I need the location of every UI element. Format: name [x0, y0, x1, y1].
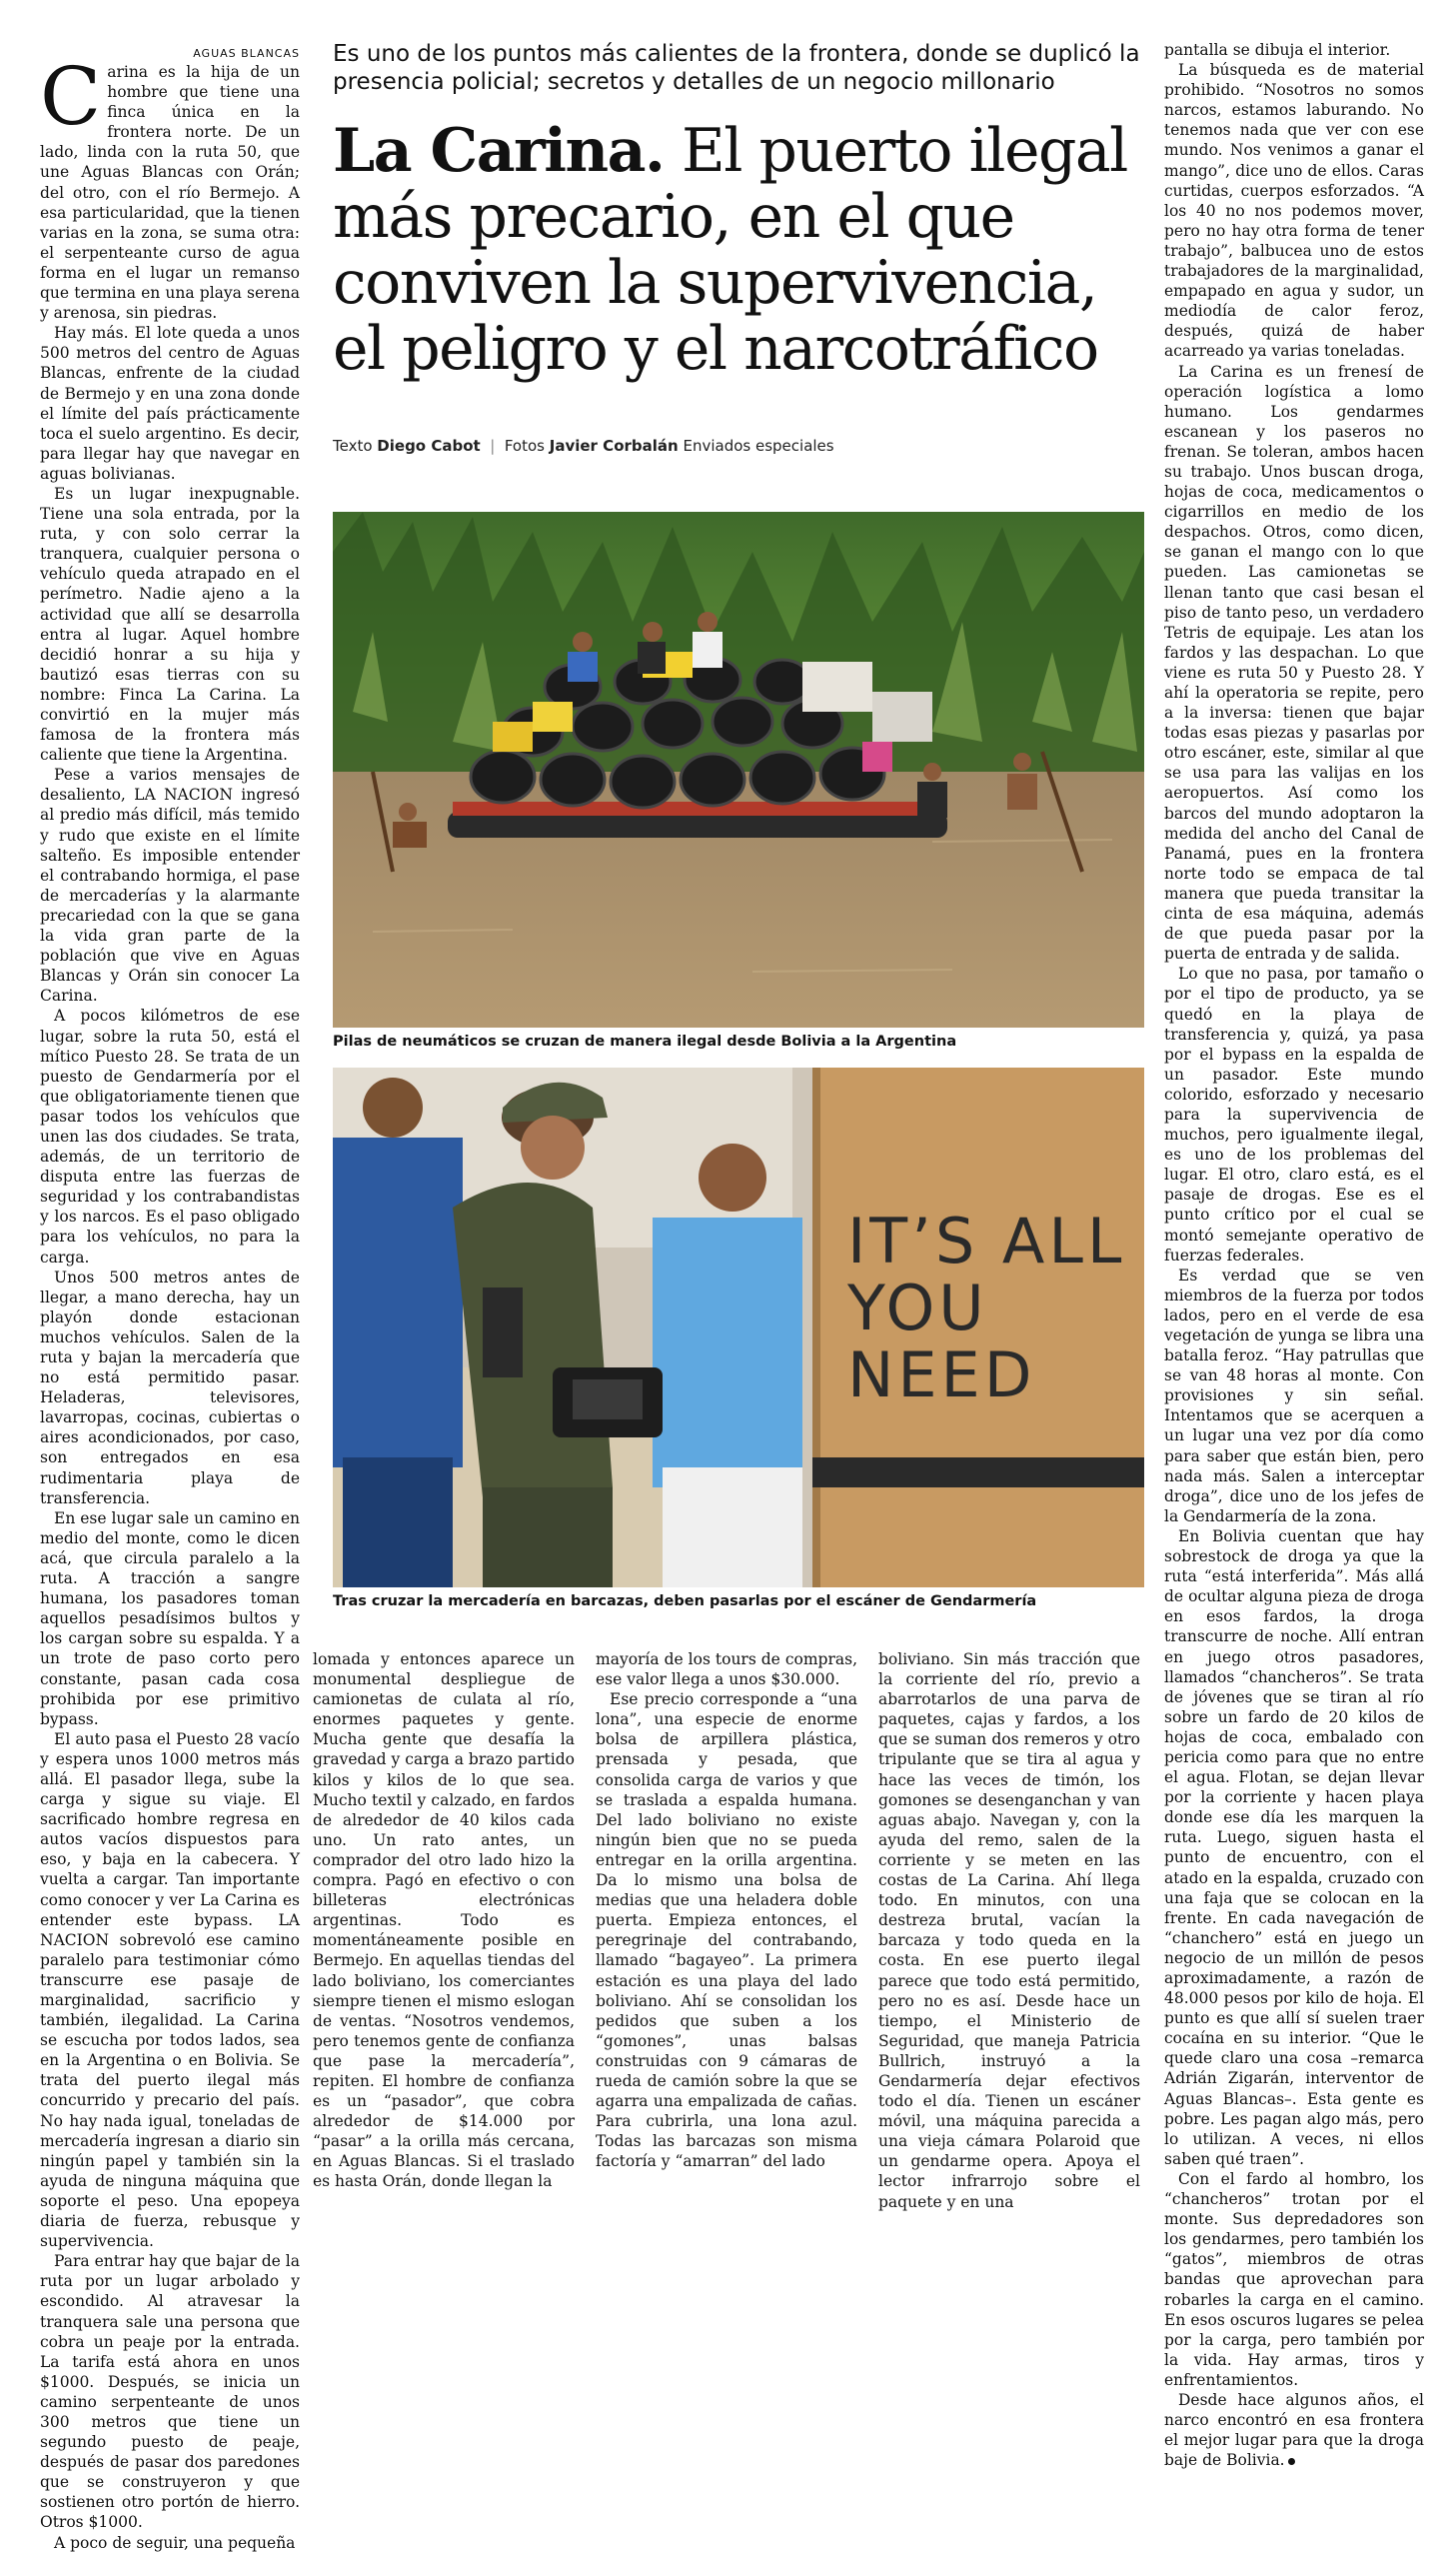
box-text-line-1: IT’S ALL	[847, 1205, 1126, 1277]
photo-gendarme-scanner	[333, 1068, 1144, 1587]
byline-photographer: Javier Corbalán	[549, 437, 679, 455]
paragraph: En Bolivia cuentan que hay sobrestock de droga ya que la ruta “está interferida”. Más allá de ocultar alguna pieza de droga en esos fardos, la droga transcurre de noche. Allí entran en juego otros pasadores, llamados “chancheros”. Se trata de jóvenes que se tiran al río sobre un fardo de 20 kilos de hojas de coca, embalado con pericia como para que no entre el agua. Flotan, se dejan llevar por la corriente y hacen playa donde ese día les marquen la ruta. Luego, siguen hasta el punto de encuentro, con el atado en la espalda, cruzado con una faja que se colocan en la frente. En cada navegación de “chanchero” está en juego un negocio de un millón de pesos aproximadamente, a razón de 48.000 pesos por kilo de hoja. El punto es que allí sí suelen traer cocaína en su interior. “Que le quede claro una cosa –remarca Adrián Zigarán, interventor de Aguas Blancas–. Esta gente es pobre. Les pagan algo más, pero lo utilizan. A veces, ni ellos saben qué traen”.	[1164, 1526, 1424, 2168]
byline-photo-label: Fotos	[504, 437, 545, 455]
headline	[333, 118, 1144, 382]
paragraph: Ese precio corresponde a “una lona”, una especie de enorme bolsa de arpillera plástica, prensada y pesada, que consolida carga de varios y que se traslada a espalda humana. Del lado boliviano no existe ningún bien que no se pueda entregar en la orilla argentina. Da lo mismo una bolsa de medias que una heladera doble puerta. Empieza entonces, el peregrinaje del contrabando, llamado “bagayeo”. La primera estación es una playa del lado boliviano. Ahí se consolidan los pedidos que suben a los “gomones”, unas balsas construidas con 9 cámaras de rueda de camión sobre la que se agarra una empalizada de cañas. Para cubrirla, una lona azul. Todas las barcazas son misma factoría y “amarran” del lado	[596, 1690, 857, 2171]
photo-river-raft-illustration	[333, 512, 1144, 1028]
headline-lead: La Carina.	[333, 116, 665, 186]
subheadline: Es uno de los puntos más calientes de la frontera, donde se duplicó la presencia policial; secretos y detalles de un negocio millonario	[333, 41, 1140, 95]
box-text-line-3: NEED	[847, 1338, 1036, 1411]
paragraph: pantalla se dibuja el interior.	[1164, 41, 1391, 59]
section-kicker: AGUAS BLANCAS	[193, 47, 300, 60]
photo-caption: Pilas de neumáticos se cruzan de manera ilegal desde Bolivia a la Argentina	[333, 1034, 957, 1050]
paragraph: Es un lugar inexpugnable. Tiene una sola entrada, por la ruta, y con solo cerrar la tranquera, cualquier persona o vehículo queda atrapado en el perímetro. Nadie ajeno a la actividad que allí se desarrolla entra al lugar. Aquel hombre decidió honrar a su hija y bautizó esas tierras con su nombre: Finca La Carina. La convirtió en la mujer más famosa de la frontera más caliente que tiene la Argentina.	[40, 484, 300, 765]
paragraph: A poco de seguir, una pequeña	[54, 2533, 296, 2552]
article-column-2	[313, 1649, 575, 2192]
photo-gendarme-illustration	[333, 1068, 1144, 1587]
byline-role: Enviados especiales	[683, 437, 834, 455]
paragraph: mayoría de los tours de compras, ese valor llega a unos $30.000.	[596, 1650, 857, 1689]
article-column-3	[596, 1649, 857, 2171]
article-column-4	[878, 1649, 1140, 2212]
article-column-1	[40, 50, 301, 2553]
paragraph: En ese lugar sale un camino en medio del monte, como le dicen acá, que circula paralelo a la ruta. A tracción a sangre humana, los pasadores toman aquellos pesadísimos bultos y los cargan sobre su espalda. Y a un trote de paso corto pero constante, pasan cada cosa prohibida por ese primitivo bypass.	[40, 1508, 301, 1728]
byline	[333, 437, 1144, 455]
end-mark-icon	[1288, 2458, 1295, 2465]
box-text-line-2: YOU	[847, 1272, 988, 1344]
paragraph: arina es la hija de un hombre que tiene una finca única en la frontera norte. De un lado, linda con la ruta 50, que une Aguas Blancas con Orán; del otro, con el río Bermejo. A esa particularidad, que la tienen varias en la zona, se suma otra: el serpenteante curso de agua forma en el lugar un remanso que termina en una playa serena y arenosa, sin piedras.	[40, 63, 300, 323]
paragraph: La Carina es un frenesí de operación logística a lomo humano. Los gendarmes escanean y los paseros no frenan. Se toleran, ambos hacen su trabajo. Unos buscan droga, hojas de coca, medicamentos o cigarrillos en medio de los despachos. Otros, como dicen, se ganan el mango con lo que pueden. Las camionetas se llenan tanto que casi besan el piso de tanto peso, un verdadero Tetris de equipaje. Les atan los fardos y las despachan. Lo que viene es ruta 50 y Puesto 28. Y ahí la operatoria se repite, pero a la inversa: tienen que bajar todas esas piezas y pasarlas por otro escáner, este, similar al que se usa para las valijas en los aeropuertos. Así como los barcos del mundo adoptaron la medida del ancho del Canal de Panamá, pues en la frontera norte todo se empaca de tal manera que pueda transitar la cinta de esa máquina, además de que pueda pasar por la puerta de entrada y de salida.	[1164, 362, 1424, 964]
drop-cap: C	[40, 50, 102, 143]
headline-rest: El puerto ilegal más precario, en el que conviven la supervivencia, el peligro y el narcotráfico	[333, 116, 1127, 384]
paragraph: Hay más. El lote queda a unos 500 metros del centro de Aguas Blancas, enfrente de la ciudad de Bermejo y en una zona donde el límite del país prácticamente toca el suelo argentino. Es decir, para llegar hay que navegar en aguas bolivianas.	[40, 324, 300, 483]
paragraph: Es verdad que se ven miembros de la fuerza por todos lados, pero en el verde de esa vegetación de yunga se libra una batalla feroz. “Hay patrullas que se van 48 horas al monte. Con provisiones y sin señal. Intentamos que se acerquen a un lugar una vez por día como para saber que están bien, pero nada más. Salen a interceptar droga”, dice uno de los jefes de la Gendarmería de la zona.	[1164, 1266, 1424, 1525]
paragraph: Pese a varios mensajes de desaliento, LA NACION ingresó al predio más difícil, más temido y rudo que existe en el límite salteño. Es imposible entender el contrabando hormiga, el pase de mercaderías y la alarmante precariedad con la que se gana la vida gran parte de la población que vive en Aguas Blancas y Orán sin conocer La Carina.	[40, 766, 300, 1006]
byline-separator: |	[485, 437, 501, 455]
byline-text-label: Texto	[333, 437, 373, 455]
paragraph: lomada y entonces aparece un monumental despliegue de camionetas de culata al río, enormes paquetes y gente. Mucha gente que desafía la gravedad y carga a brazo partido kilos y kilos de lo que sea. Mucho textil y calzado, en fardos de alrededor de 40 kilos cada uno. Un rato antes, un comprador del otro lado hizo la compra. Pagó en efectivo o con billeteras electrónicas argentinas. Todo es momentáneamente posible en Bermejo. En aquellas tiendas del lado boliviano, los comerciantes siempre tienen el mismo eslogan de ventas. “Nosotros vendemos, pero tenemos gente de confianza que pase la mercadería”, repiten. El hombre de confianza es un “pasador”, que cobra alrededor de $14.000 por “pasar” a la orilla más cercana, en Aguas Blancas. Si el traslado es hasta Orán, donde llegan la	[313, 1650, 575, 2191]
paragraph: boliviano. Sin más tracción que la corriente del río, previo a abarrotarlos de una parva de paquetes, cajas y fardos, a los que se suman dos remeros y otro tripulante que se tira al agua y hace las veces de timón, los gomones se desenganchan y van aguas abajo. Navegan y, con la ayuda del remo, salen de la corriente y se meten en las costas de La Carina. Ahí llega todo. En minutos, con una destreza brutal, vacían la barcaza y todo queda en la costa. En ese puerto ilegal parece que todo está permitido, pero no es así. Desde hace un tiempo, el Ministerio de Seguridad, que maneja Patricia Bullrich, instruyó a la Gendarmería dejar efectivos todo el día. Tienen un escáner móvil, una máquina parecida a una vieja cámara Polaroid que un gendarme opera. Apoya el lector infrarrojo sobre el paquete y en una	[878, 1650, 1140, 2211]
paragraph: Unos 500 metros antes de llegar, a mano derecha, hay un playón donde estacionan muchos vehículos. Salen de la ruta y bajan la mercadería que no está permitido pasar. Heladeras, televisores, lavarropas, cocinas, cubiertas o aires acondicionados, por caso, son entregados en esa rudimentaria playa de transferencia.	[40, 1268, 300, 1507]
paragraph: Desde hace algunos años, el narco encontró en esa frontera el mejor lugar para que la droga baje de Bolivia.	[1164, 2390, 1424, 2470]
paragraph: A pocos kilómetros de ese lugar, sobre la ruta 50, está el mítico Puesto 28. Se trata de un puesto de Gendarmería por el que obligatoriamente tienen que pasar todos los vehículos que unen las dos ciudades. Se trata, además, de un territorio de disputa entre las fuerzas de seguridad y los contrabandistas y los narcos. Es el paso obligado para los vehículos, no para la carga.	[40, 1007, 300, 1267]
paragraph: La búsqueda es de material prohibido. “Nosotros no somos narcos, estamos laburando. No tenemos nada que ver con ese mundo. Nos venimos a ganar el mango”, dice uno de ellos. Caras curtidas, cuerpos esforzados. “A los 40 no nos podemos mover, pero no hay otra forma de tener trabajo”, balbucea uno de estos trabajadores de la marginalidad, empapado en agua y sudor, un mediodía de calor feroz, después, quizá de haber acarreado ya varias toneladas.	[1164, 61, 1424, 361]
photo-caption: Tras cruzar la mercadería en barcazas, deben pasarlas por el escáner de Gendarmería	[333, 1593, 1037, 1609]
paragraph: Lo que no pasa, por tamaño o por el tipo de producto, ya se quedó en la playa de transferencia y, quizá, ya pasa por el bypass en la espalda de un pasador. Este mundo colorido, esforzado y necesario para la supervivencia de muchos, pero igualmente ilegal, es uno de los problemas del lugar. El otro, claro está, es el pasaje de drogas. Ese es el punto crítico por el cual se montó semejante operativo de fuerzas federales.	[1164, 965, 1424, 1265]
paragraph: Con el fardo al hombro, los “chancheros” trotan por el monte. Sus depredadores son los gendarmes, pero también los “gatos”, miembros de otras bandas que aprovechan para robarles la carga en el camino. En esos oscuros lugares se pelea por la carga, pero también por la vida. Hay armas, tiros y enfrentamientos.	[1164, 2169, 1424, 2389]
byline-author: Diego Cabot	[377, 437, 481, 455]
article-column-5	[1164, 40, 1424, 2470]
paragraph: Para entrar hay que bajar de la ruta por un lugar arbolado y escondido. Al atravesar la tranquera sale una persona que cobra un peaje por la entrada. La tarifa está ahora en unos $1000. Después, se inicia un camino serpenteante de unos 300 metros que tiene un segundo puesto de peaje, después de pasar dos paredones que se construyeron y que sostienen otro portón de hierro. Otros $1000.	[40, 2252, 300, 2532]
photo-river-raft	[333, 512, 1144, 1028]
paragraph: El auto pasa el Puesto 28 vacío y espera unos 1000 metros más allá. El pasador llega, sube la carga y sigue su viaje. El sacrificado hombre regresa en autos vacíos dispuestos para eso, y baja en la cabecera. Y vuelta a cargar. Tan importante como conocer y ver La Carina es entender este bypass. LA NACION sobrevoló ese camino paralelo para testimoniar cómo transcurre ese pasaje de marginalidad, sacrificio y también, ilegalidad. La Carina se escucha por todos lados, sea en la Argentina o en Bolivia. Se trata del puerto ilegal más concurrido y precario del país. No hay nada igual, toneladas de mercadería ingresan a diario sin ningún papel y también sin la ayuda de ninguna máquina que soporte el peso. Una epopeya diaria de fuerza, rebusque y supervivencia.	[40, 1729, 300, 2251]
